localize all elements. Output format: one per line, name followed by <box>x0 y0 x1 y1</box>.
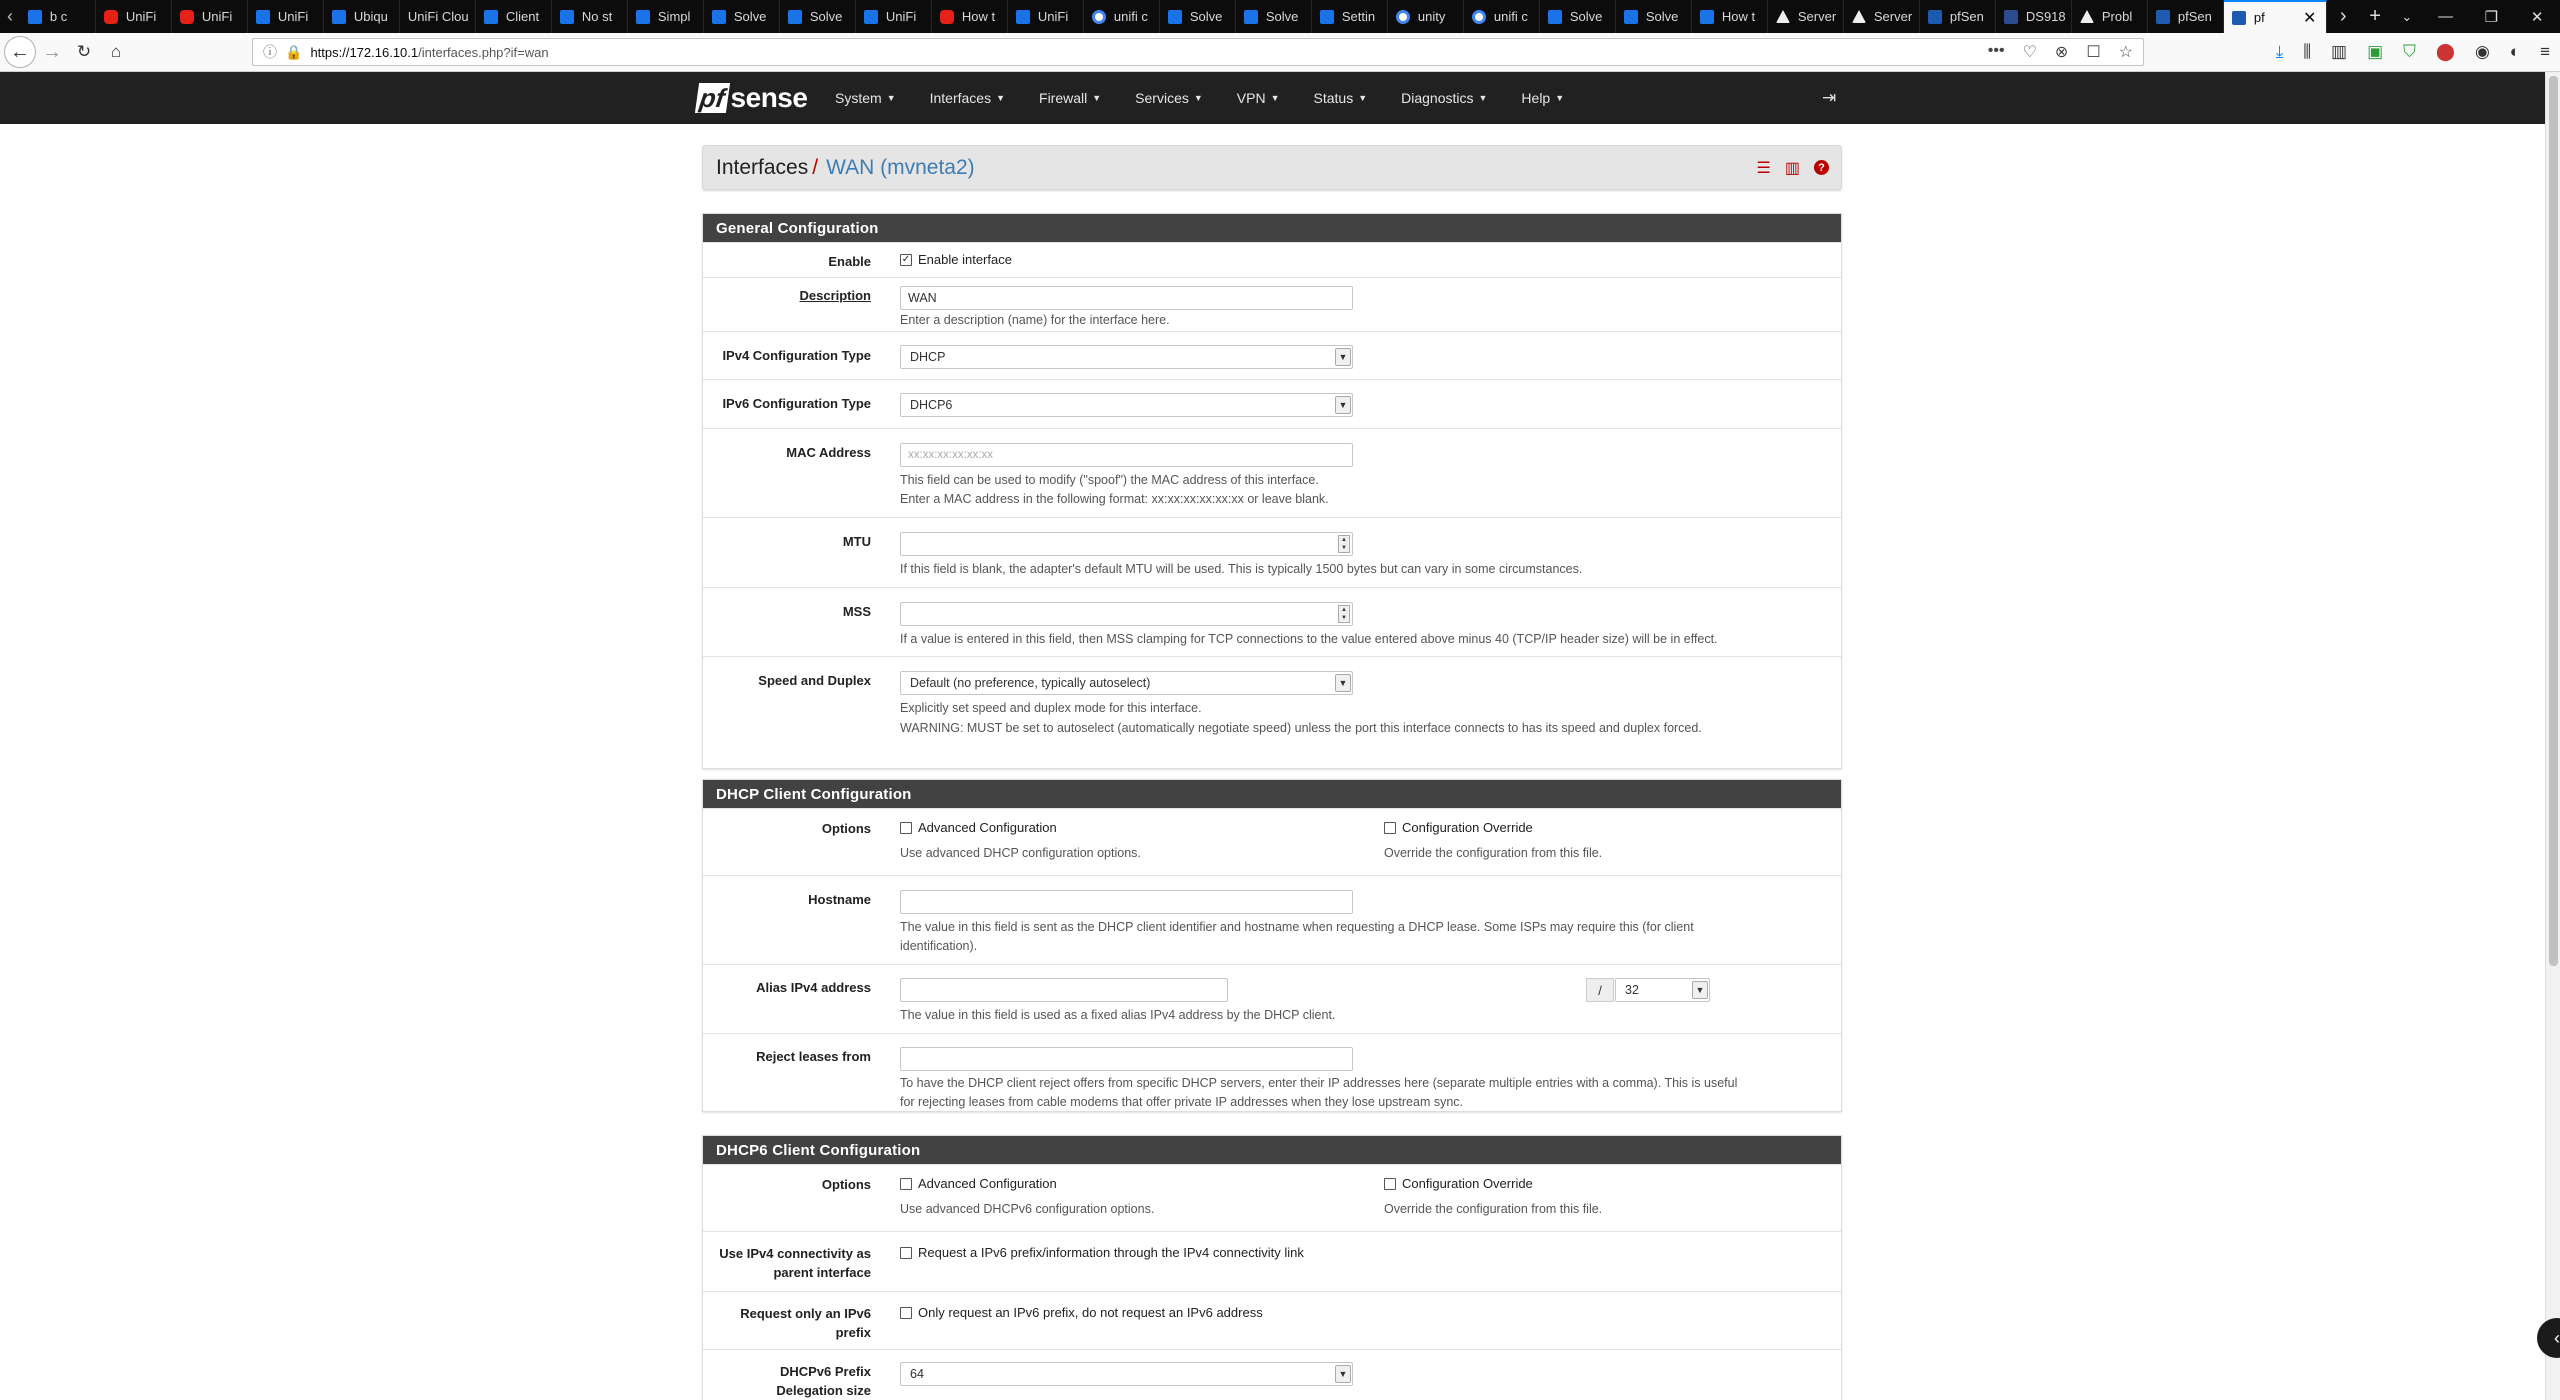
new-tab-icon[interactable]: + <box>2369 5 2381 27</box>
browser-tab[interactable] <box>1084 0 1160 33</box>
browser-tab[interactable] <box>780 0 856 33</box>
menu-icon[interactable]: ≡ <box>2540 42 2550 61</box>
warning-favicon-icon <box>1776 10 1790 23</box>
library-icon[interactable]: ⫼ <box>2303 42 2312 61</box>
menu-label: Firewall <box>1039 90 1088 106</box>
page-actions-icon[interactable]: ••• <box>1987 42 2005 59</box>
google-favicon-icon <box>1396 10 1410 24</box>
menu-label: Help <box>1521 90 1551 106</box>
enable-interface-checkbox[interactable] <box>900 252 1012 267</box>
dhcp6-options-label: Options <box>821 1177 871 1192</box>
reader-icon[interactable]: ☐ <box>2086 44 2101 61</box>
mtu-label: MTU <box>842 534 871 549</box>
delegation-size-label-1: DHCPv6 Prefix <box>779 1364 871 1379</box>
ipv4-type-select[interactable] <box>900 345 1353 369</box>
unifi-favicon-icon <box>1244 10 1258 24</box>
dhcp-advanced-text: Advanced Configuration <box>918 820 1057 835</box>
dhcp-advanced-checkbox[interactable] <box>900 820 1057 835</box>
speed-duplex-help-2: WARNING: MUST be set to autoselect (automatically negotiate speed) unless the port this interface connects to has its speed and duplex forced. <box>900 721 1702 735</box>
checkbox-icon[interactable] <box>1384 1178 1396 1190</box>
browser-tab[interactable] <box>20 0 96 33</box>
caret-down-icon: ▼ <box>1555 93 1565 103</box>
reject-leases-help-1: To have the DHCP client reject offers from specific DHCP servers, enter their IP addresses here (separate multiple entries with a comma). This is useful <box>900 1076 1738 1090</box>
pfsense-favicon-icon <box>1928 10 1942 24</box>
browser-tab[interactable] <box>248 0 324 33</box>
browser-tab[interactable] <box>1464 0 1540 33</box>
unifi-favicon-icon <box>1624 10 1638 24</box>
prefix-only-text: Only request an IPv6 prefix, do not request an IPv6 address <box>918 1305 1263 1320</box>
browser-tab[interactable] <box>1388 0 1464 33</box>
mss-spinner-icon[interactable]: ▲ ▼ <box>1338 605 1350 623</box>
vertical-scrollbar[interactable] <box>2545 72 2560 1400</box>
browser-tab-bar <box>0 0 2560 33</box>
pfsense-navbar <box>0 72 2560 124</box>
enable-label: Enable <box>828 254 871 269</box>
checkbox-icon[interactable] <box>1384 822 1396 834</box>
alias-slash: / <box>1586 978 1614 1002</box>
dhcp-options-label: Options <box>821 821 871 836</box>
unifi-favicon-icon <box>636 10 650 24</box>
page-content <box>0 124 2545 1400</box>
browser-tab[interactable] <box>2148 0 2224 33</box>
sidebar-icon[interactable]: ▥ <box>2331 42 2348 61</box>
enable-row <box>703 242 1841 277</box>
account-icon[interactable]: ◐ <box>2509 42 2521 61</box>
dhcp-override-checkbox[interactable] <box>1384 820 1533 835</box>
minimize-window-icon[interactable]: — <box>2438 8 2454 25</box>
browser-tab[interactable] <box>96 0 172 33</box>
prefix-only-label-2: prefix <box>835 1325 871 1340</box>
browser-tab[interactable] <box>324 0 400 33</box>
description-help: Enter a description (name) for the interface here. <box>900 313 1170 327</box>
dhcp6-client-panel <box>702 1135 1842 1400</box>
browser-tab[interactable] <box>628 0 704 33</box>
description-label: Description <box>799 288 871 303</box>
dhcp-client-heading: DHCP Client Configuration <box>703 780 1841 808</box>
youtube-favicon-icon <box>104 10 118 24</box>
pfsense-favicon-icon <box>2156 10 2170 24</box>
url-path: /interfaces.php?if=wan <box>418 44 549 60</box>
general-configuration-panel <box>702 213 1842 769</box>
browser-nav-bar <box>0 33 2560 72</box>
browser-tab[interactable] <box>1844 0 1920 33</box>
caret-down-icon: ▼ <box>1092 93 1102 103</box>
unifi-favicon-icon <box>332 10 346 24</box>
blocked-icon[interactable]: ⊗ <box>2054 44 2069 61</box>
speed-duplex-select[interactable] <box>900 671 1353 695</box>
chevron-down-icon[interactable]: ▼ <box>1335 674 1351 692</box>
prefix-only-row <box>703 1291 1841 1349</box>
ipv6-type-row <box>703 379 1841 428</box>
browser-tab-label: Client <box>505 9 540 24</box>
browser-tab-label: Solve <box>1265 9 1299 24</box>
alias-ipv4-input[interactable] <box>900 978 1228 1002</box>
speed-duplex-help-1: Explicitly set speed and duplex mode for this interface. <box>900 701 1202 715</box>
dhcp6-override-text: Configuration Override <box>1402 1176 1533 1191</box>
browser-tab[interactable] <box>172 0 248 33</box>
warning-favicon-icon <box>1852 10 1866 23</box>
shield-extension-icon[interactable]: ⛉ <box>2403 42 2416 61</box>
browser-tab-label: Solve <box>1569 9 1603 24</box>
sliders-icon[interactable]: ☰ <box>1756 159 1771 177</box>
menu-label: Interfaces <box>929 90 992 106</box>
general-configuration-heading: General Configuration <box>703 214 1841 242</box>
browser-tab[interactable] <box>1616 0 1692 33</box>
unifi-favicon-icon <box>484 10 498 24</box>
caret-down-icon: ▼ <box>996 93 1006 103</box>
mss-help: If a value is entered in this field, then MSS clamping for TCP connections to the value entered above minus 40 (TCP/IP header size) will be in effect. <box>900 632 1718 646</box>
synology-favicon-icon <box>2004 10 2018 24</box>
ipv4-parent-label-2: parent interface <box>773 1265 871 1280</box>
browser-tab-label: unifi c <box>1493 9 1528 24</box>
ipv4-parent-row <box>703 1231 1841 1291</box>
unifi-favicon-icon <box>712 10 726 24</box>
speed-duplex-value: Default (no preference, typically autoselect) <box>910 676 1151 690</box>
tab-scroll-right-icon[interactable]: › <box>2339 5 2347 27</box>
speed-duplex-row <box>703 656 1841 756</box>
chevron-down-icon[interactable]: ▼ <box>1335 348 1351 366</box>
pfsense-favicon-icon <box>2232 11 2246 25</box>
browser-tab[interactable] <box>552 0 628 33</box>
mtu-spinner-icon[interactable]: ▲ ▼ <box>1338 535 1350 553</box>
browser-tab[interactable] <box>1920 0 1996 33</box>
menu-label: Diagnostics <box>1401 90 1474 106</box>
browser-tab[interactable] <box>1160 0 1236 33</box>
dhcp-override-help: Override the configuration from this file. <box>1384 846 1603 860</box>
browser-tab-label: UniFi <box>277 9 309 24</box>
dhcp6-options-row <box>703 1164 1841 1231</box>
mac-address-label: MAC Address <box>786 445 871 460</box>
browser-tab[interactable] <box>1312 0 1388 33</box>
browser-tab-label: Settin <box>1341 9 1376 24</box>
mac-address-input[interactable]: xx:xx:xx:xx:xx:xx <box>900 443 1353 467</box>
hostname-help-2: identification). <box>900 939 978 953</box>
delegation-size-value: 64 <box>910 1367 924 1381</box>
browser-tab-label: How t <box>1721 9 1756 24</box>
reload-icon[interactable]: ↻ <box>76 42 92 61</box>
tab-close-icon[interactable]: ✕ <box>2302 9 2317 27</box>
browser-tab[interactable] <box>932 0 1008 33</box>
ipv6-type-value: DHCP6 <box>910 398 953 412</box>
hostname-row <box>703 875 1841 964</box>
browser-tab-label: UniFi <box>1037 9 1069 24</box>
browser-tab-label: Server <box>1873 9 1913 24</box>
unifi-favicon-icon <box>256 10 270 24</box>
browser-tab-label: How t <box>961 9 996 24</box>
unifi-favicon-icon <box>1548 10 1562 24</box>
tab-active-label: pf <box>2253 10 2265 25</box>
tab-active[interactable] <box>2224 0 2327 33</box>
google-favicon-icon <box>1472 10 1486 24</box>
unifi-favicon-icon <box>788 10 802 24</box>
mss-label: MSS <box>842 604 871 619</box>
unifi-favicon-icon <box>1016 10 1030 24</box>
caret-down-icon: ▼ <box>1270 93 1280 103</box>
menu-vpn[interactable] <box>1220 72 1297 124</box>
url-host: https://172.16.10.1 <box>310 44 419 60</box>
alias-prefix-value: 32 <box>1625 983 1639 997</box>
checkbox-icon[interactable] <box>900 822 912 834</box>
extension-red-icon[interactable]: ⬤ <box>2435 42 2455 61</box>
menu-services[interactable] <box>1118 72 1220 124</box>
menu-system[interactable] <box>818 72 913 124</box>
pfsense-main-menu <box>818 72 1581 124</box>
browser-tab-label: pfSen <box>2177 9 2212 24</box>
dhcp-advanced-help: Use advanced DHCP configuration options. <box>900 846 1141 860</box>
browser-tab-label: Simpl <box>657 9 691 24</box>
checkbox-checked-icon[interactable]: ✓ <box>901 253 911 265</box>
reject-leases-help-2: for rejecting leases from cable modems that offer private IP addresses when they lose upstream sync. <box>900 1095 1464 1109</box>
dhcp6-override-checkbox[interactable] <box>1384 1176 1533 1191</box>
logo-sense: sense <box>730 82 808 113</box>
logo-pf: pf <box>695 83 730 113</box>
mac-address-help-2: Enter a MAC address in the following format: xx:xx:xx:xx:xx:xx or leave blank. <box>900 492 1329 506</box>
mtu-row <box>703 517 1841 587</box>
bar-chart-icon[interactable]: ▥ <box>1784 159 1800 177</box>
delegation-size-row <box>703 1349 1841 1400</box>
ipv4-parent-label-1: Use IPv4 connectivity as <box>719 1246 871 1261</box>
dhcp6-advanced-checkbox[interactable] <box>900 1176 1057 1191</box>
mss-input[interactable] <box>900 602 1353 626</box>
browser-tab-label: unity <box>1417 9 1446 24</box>
browser-tab-label: No st <box>581 9 613 24</box>
browser-tab-label: UniFi <box>125 9 157 24</box>
ipv4-type-label: IPv4 Configuration Type <box>722 348 871 363</box>
breadcrumb <box>702 145 1842 190</box>
home-icon[interactable]: ⌂ <box>110 42 122 61</box>
unifi-favicon-icon <box>864 10 878 24</box>
alias-ipv4-help: The value in this field is used as a fixed alias IPv4 address by the DHCP client. <box>900 1008 1336 1022</box>
pfsense-logo[interactable] <box>697 82 807 114</box>
alias-ipv4-row <box>703 964 1841 1033</box>
tab-list-chevron-icon[interactable]: ⌄ <box>2401 8 2413 24</box>
description-input[interactable]: WAN <box>900 286 1353 310</box>
description-row <box>703 277 1841 331</box>
browser-tab-label: Probl <box>2101 9 2133 24</box>
browser-tab-label: UniFi <box>201 9 233 24</box>
reject-leases-row <box>703 1033 1841 1113</box>
tab-list <box>20 0 2224 33</box>
chevron-down-icon[interactable]: ▼ <box>1335 396 1351 414</box>
logout-icon[interactable]: ⇥ <box>1822 88 1837 107</box>
menu-help[interactable] <box>1504 72 1581 124</box>
browser-tab-label: UniFi <box>885 9 917 24</box>
close-window-icon[interactable]: ✕ <box>2530 8 2544 26</box>
unifi-favicon-icon <box>1320 10 1334 24</box>
help-icon[interactable]: ? <box>1814 160 1829 175</box>
mss-row <box>703 587 1841 656</box>
browser-tab[interactable] <box>1768 0 1844 33</box>
caret-down-icon: ▼ <box>1478 93 1488 103</box>
browser-tab[interactable] <box>1236 0 1312 33</box>
menu-status[interactable] <box>1297 72 1385 124</box>
ipv4-parent-checkbox[interactable] <box>900 1245 1304 1260</box>
caret-down-icon: ▼ <box>886 93 896 103</box>
scrollbar-thumb[interactable] <box>2549 76 2558 966</box>
mtu-help: If this field is blank, the adapter's default MTU will be used. This is typically 1500 bytes but can vary in some circumstances. <box>900 562 1583 576</box>
breadcrumb-root[interactable]: Interfaces <box>716 155 809 179</box>
unifi-favicon-icon <box>1700 10 1714 24</box>
browser-tab-label: Solve <box>1189 9 1223 24</box>
browser-tab[interactable] <box>400 0 476 33</box>
ipv4-type-value: DHCP <box>910 350 946 364</box>
alias-ipv4-label: Alias IPv4 address <box>756 980 871 995</box>
mac-address-help-1: This field can be used to modify ("spoof") the MAC address of this interface. <box>900 473 1319 487</box>
menu-diagnostics[interactable] <box>1384 72 1504 124</box>
hostname-help-1: The value in this field is sent as the DHCP client identifier and hostname when requesting a DHCP lease. Some ISPs may require this (for client <box>900 920 1694 934</box>
restore-window-icon[interactable]: ❐ <box>2484 8 2499 26</box>
url-bar[interactable] <box>252 38 2144 66</box>
extension-green-icon[interactable]: ▣ <box>2367 42 2384 61</box>
dhcp6-client-heading: DHCP6 Client Configuration <box>703 1136 1841 1164</box>
menu-label: Services <box>1135 90 1189 106</box>
ipv6-type-label: IPv6 Configuration Type <box>722 396 871 411</box>
checkbox-icon[interactable] <box>900 1307 912 1319</box>
youtube-favicon-icon <box>940 10 954 24</box>
menu-label: Status <box>1313 90 1354 106</box>
browser-tab-label: pfSen <box>1949 9 1984 24</box>
hostname-input[interactable] <box>900 890 1353 914</box>
pocket-icon[interactable]: ♡ <box>2022 44 2037 61</box>
dhcp-options-row <box>703 808 1841 875</box>
reject-leases-input[interactable] <box>900 1047 1353 1071</box>
browser-tab-label: b c <box>49 9 68 24</box>
tab-scroll-left-icon[interactable]: ‹ <box>6 6 13 26</box>
forward-arrow-icon[interactable]: → <box>42 40 62 63</box>
speed-duplex-label: Speed and Duplex <box>758 673 871 688</box>
dhcp-override-text: Configuration Override <box>1402 820 1533 835</box>
delegation-size-label-2: Delegation size <box>776 1383 871 1398</box>
prefix-only-label-1: Request only an IPv6 <box>740 1306 871 1321</box>
unifi-favicon-icon <box>28 10 42 24</box>
browser-tab-label: DS918 <box>2025 9 2066 24</box>
ipv4-parent-text: Request a IPv6 prefix/information through the IPv4 connectivity link <box>918 1245 1304 1260</box>
dhcp6-override-help: Override the configuration from this file. <box>1384 1202 1603 1216</box>
caret-down-icon: ▼ <box>1358 93 1368 103</box>
menu-firewall[interactable] <box>1022 72 1118 124</box>
prefix-only-checkbox[interactable] <box>900 1305 1263 1320</box>
chevron-down-icon[interactable]: ▼ <box>1335 1365 1351 1383</box>
reject-leases-label: Reject leases from <box>756 1049 871 1064</box>
browser-tab-label: Solve <box>733 9 767 24</box>
menu-interfaces[interactable] <box>913 72 1022 124</box>
browser-tab[interactable] <box>1996 0 2072 33</box>
unifi-favicon-icon <box>560 10 574 24</box>
browser-tab-label: Solve <box>1645 9 1679 24</box>
back-arrow-icon[interactable]: ← <box>4 36 36 68</box>
alias-prefix-select[interactable] <box>1615 978 1710 1002</box>
youtube-favicon-icon <box>180 10 194 24</box>
bookmark-star-icon[interactable]: ☆ <box>2118 44 2133 61</box>
menu-label: VPN <box>1236 90 1266 106</box>
dhcp6-advanced-help: Use advanced DHCPv6 configuration options. <box>900 1202 1155 1216</box>
browser-tab-label: unifi c <box>1113 9 1148 24</box>
browser-tab[interactable] <box>704 0 780 33</box>
browser-tab[interactable] <box>1540 0 1616 33</box>
browser-tab[interactable] <box>1008 0 1084 33</box>
breadcrumb-separator: / <box>812 155 819 179</box>
floating-collapse-icon[interactable]: ‹ <box>2537 1318 2560 1358</box>
ipv6-type-select[interactable] <box>900 393 1353 417</box>
caret-down-icon: ▼ <box>1193 93 1203 103</box>
dhcp-client-panel <box>702 779 1842 1112</box>
browser-tab[interactable] <box>856 0 932 33</box>
ipv4-type-row <box>703 331 1841 379</box>
browser-tab-label: Server <box>1797 9 1837 24</box>
mtu-input[interactable] <box>900 532 1353 556</box>
enable-interface-text: Enable interface <box>918 252 1012 267</box>
browser-tab[interactable] <box>1692 0 1768 33</box>
unifi-favicon-icon <box>1168 10 1182 24</box>
checkbox-icon[interactable] <box>900 1247 912 1259</box>
warning-favicon-icon <box>2080 10 2094 23</box>
delegation-size-select[interactable] <box>900 1362 1353 1386</box>
ghost-extension-icon[interactable]: ◉ <box>2474 42 2490 61</box>
insecure-lock-icon[interactable]: 🔒 <box>285 43 303 60</box>
site-info-icon[interactable]: ⓘ <box>263 44 277 60</box>
browser-tab[interactable] <box>476 0 552 33</box>
checkbox-icon[interactable] <box>900 1178 912 1190</box>
chevron-down-icon[interactable]: ▼ <box>1692 981 1708 999</box>
dhcp6-advanced-text: Advanced Configuration <box>918 1176 1057 1191</box>
browser-tab-label: Solve <box>809 9 843 24</box>
google-favicon-icon <box>1092 10 1106 24</box>
mac-address-row <box>703 428 1841 517</box>
browser-tab[interactable] <box>2072 0 2148 33</box>
browser-tab-label: UniFi Clou <box>407 9 469 24</box>
menu-label: System <box>835 90 882 106</box>
browser-tab-label: Ubiqu <box>353 9 388 24</box>
downloads-icon[interactable]: ⤓ <box>2275 42 2284 61</box>
hostname-label: Hostname <box>808 892 871 907</box>
breadcrumb-leaf[interactable]: WAN (mvneta2) <box>826 155 975 179</box>
